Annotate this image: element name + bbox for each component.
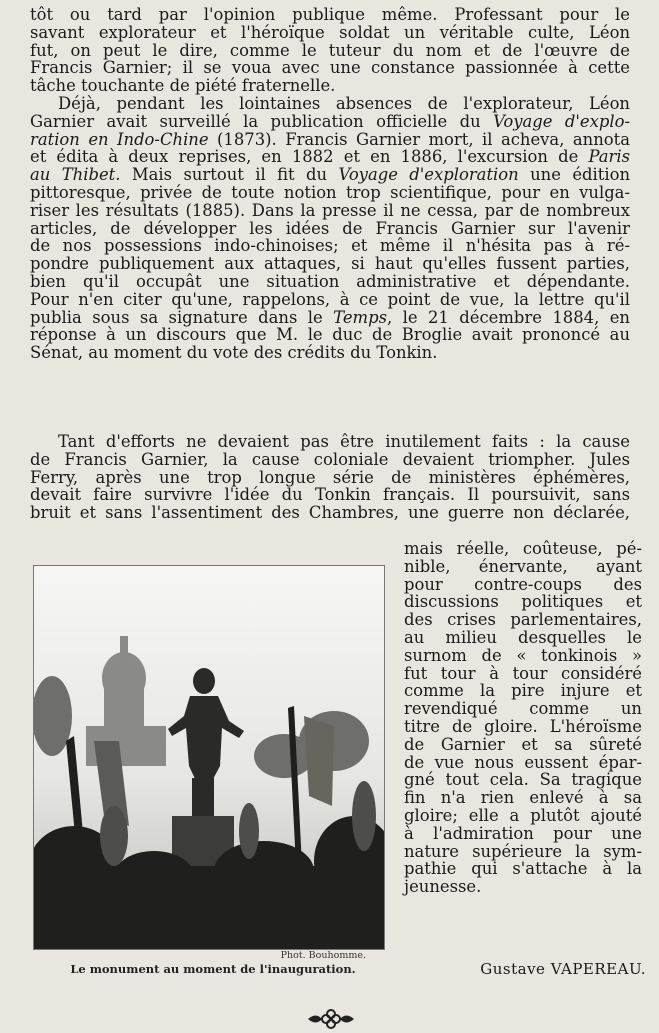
text-line: titre de gloire. L'héroïsme [404, 716, 642, 736]
text-line: au milieu desquelles le [404, 627, 642, 647]
text-line: des crises parlementaires, [404, 610, 642, 630]
text-line: pondre publiquement aux attaques, si haut qu'elles fussent parties, [30, 254, 630, 274]
text-line: Ferry, après une trop longue série de ministères éphémères, [30, 467, 630, 487]
text-run: une édition [518, 165, 631, 185]
text-line: riser les résultats (1885). Dans la presse il ne cessa, par de nombreux [30, 200, 630, 220]
text-line: jeunesse. [404, 877, 482, 897]
text-line: fut tour à tour considéré [404, 663, 642, 683]
text-line: de Francis Garnier, la cause coloniale devaient triompher. Jules [30, 449, 630, 469]
text-line: articles, de développer les idées de Francis Garnier sur l'avenir [30, 218, 630, 238]
text-line: de Garnier et sa sûreté [404, 734, 642, 754]
text-line: de vue nous eussent épar- [404, 752, 642, 772]
monument-photo-graphic [34, 566, 384, 949]
text-line: de nos possessions indo-chinoises; et même il n'hésita pas à ré- [30, 236, 630, 256]
text-line: savant explorateur et l'héroïque soldat un véritable culte, Léon [30, 22, 630, 42]
text-line [30, 148, 630, 166]
text-run: Garnier avait surveillé la publication officielle du [30, 111, 494, 131]
text-line: bien qu'il occupât une situation administrative et dépendante. [30, 271, 630, 291]
text-line: mais réelle, coûteuse, pé- [404, 539, 642, 558]
fleuron-ornament-icon [306, 1008, 356, 1030]
text-line: réponse à un discours que M. le duc de Broglie avait prononcé au [30, 325, 630, 345]
text-run: (1873). Francis Garnier mort, il acheva, annota [208, 129, 630, 149]
text-line [30, 131, 630, 149]
paragraph-2 [30, 95, 630, 362]
text-line: revendiqué comme un [404, 699, 642, 719]
text-line: pathie qui s'attache à la [404, 859, 642, 879]
text-line: pour contre-coups des [404, 574, 642, 594]
text-line: gné tout cela. Sa tragique [404, 770, 642, 790]
italic-title: ration en Indo-Chine [30, 129, 209, 149]
text-line: Francis Garnier; il se voua avec une constance passionnée à cette [30, 58, 630, 78]
text-line [30, 166, 630, 184]
author-signature: Gustave VAPEREAU. [480, 960, 646, 978]
photo-credit: Phot. Bouhomme. [280, 950, 366, 961]
text-line: fut, on peut le dire, comme le tuteur du nom et de l'œuvre de [30, 40, 630, 60]
text-line: nature supérieure la sym- [404, 841, 642, 861]
text-line: Déjà, pendant les lointaines absences de l'explorateur, Léon [58, 94, 630, 113]
text-run: Mais surtout il fit du [120, 165, 339, 185]
text-line: gloire; elle a plutôt ajouté [404, 805, 642, 825]
text-run: et édita à deux reprises, en 1882 et en 1886, l'excursion de [30, 147, 589, 167]
italic-title: au Thibet. [30, 165, 121, 185]
italic-title: Voyage d'exploration [338, 165, 519, 185]
text-line: à l'admiration pour une [404, 823, 642, 843]
text-run: publia sous sa signature dans le [30, 307, 334, 327]
italic-title: Paris [588, 147, 630, 167]
text-line: fin n'a rien enlevé à sa [404, 788, 642, 808]
text-line [30, 309, 630, 327]
text-line: Pour n'en citer qu'une, rappelons, à ce point de vue, la lettre qu'il [30, 289, 630, 309]
text-line: devait faire survivre l'idée du Tonkin français. Il poursuivit, sans [30, 485, 630, 505]
paragraph-1 [30, 6, 630, 95]
text-line: nible, énervante, ayant [404, 556, 642, 576]
italic-title: Voyage d'explo- [493, 111, 630, 131]
paragraph-3 [30, 433, 630, 522]
text-line: Tant d'efforts ne devaient pas être inutilement faits : la cause [58, 432, 630, 451]
text-line: surnom de « tonkinois » [404, 645, 642, 665]
text-line: tâche touchante de piété fraternelle. [30, 76, 336, 96]
text-line: tôt ou tard par l'opinion publique même. Professant pour le [30, 5, 630, 24]
text-line: pittoresque, privée de toute notion trop scientifique, pour en vulga- [30, 182, 630, 202]
text-column-right [404, 540, 642, 896]
italic-title: Temps [333, 307, 387, 327]
text-line: comme la pire injure et [404, 681, 642, 701]
text-line: Sénat, au moment du vote des crédits du Tonkin. [30, 343, 438, 363]
text-line: discussions politiques et [404, 592, 642, 612]
monument-photo [33, 565, 385, 950]
text-line [30, 113, 630, 131]
photo-caption: Le monument au moment de l'inauguration. [70, 962, 356, 976]
text-line: bruit et sans l'assentiment des Chambres, une guerre non déclarée, [30, 503, 630, 523]
text-run: , le 21 décembre 1884, en [386, 307, 630, 327]
